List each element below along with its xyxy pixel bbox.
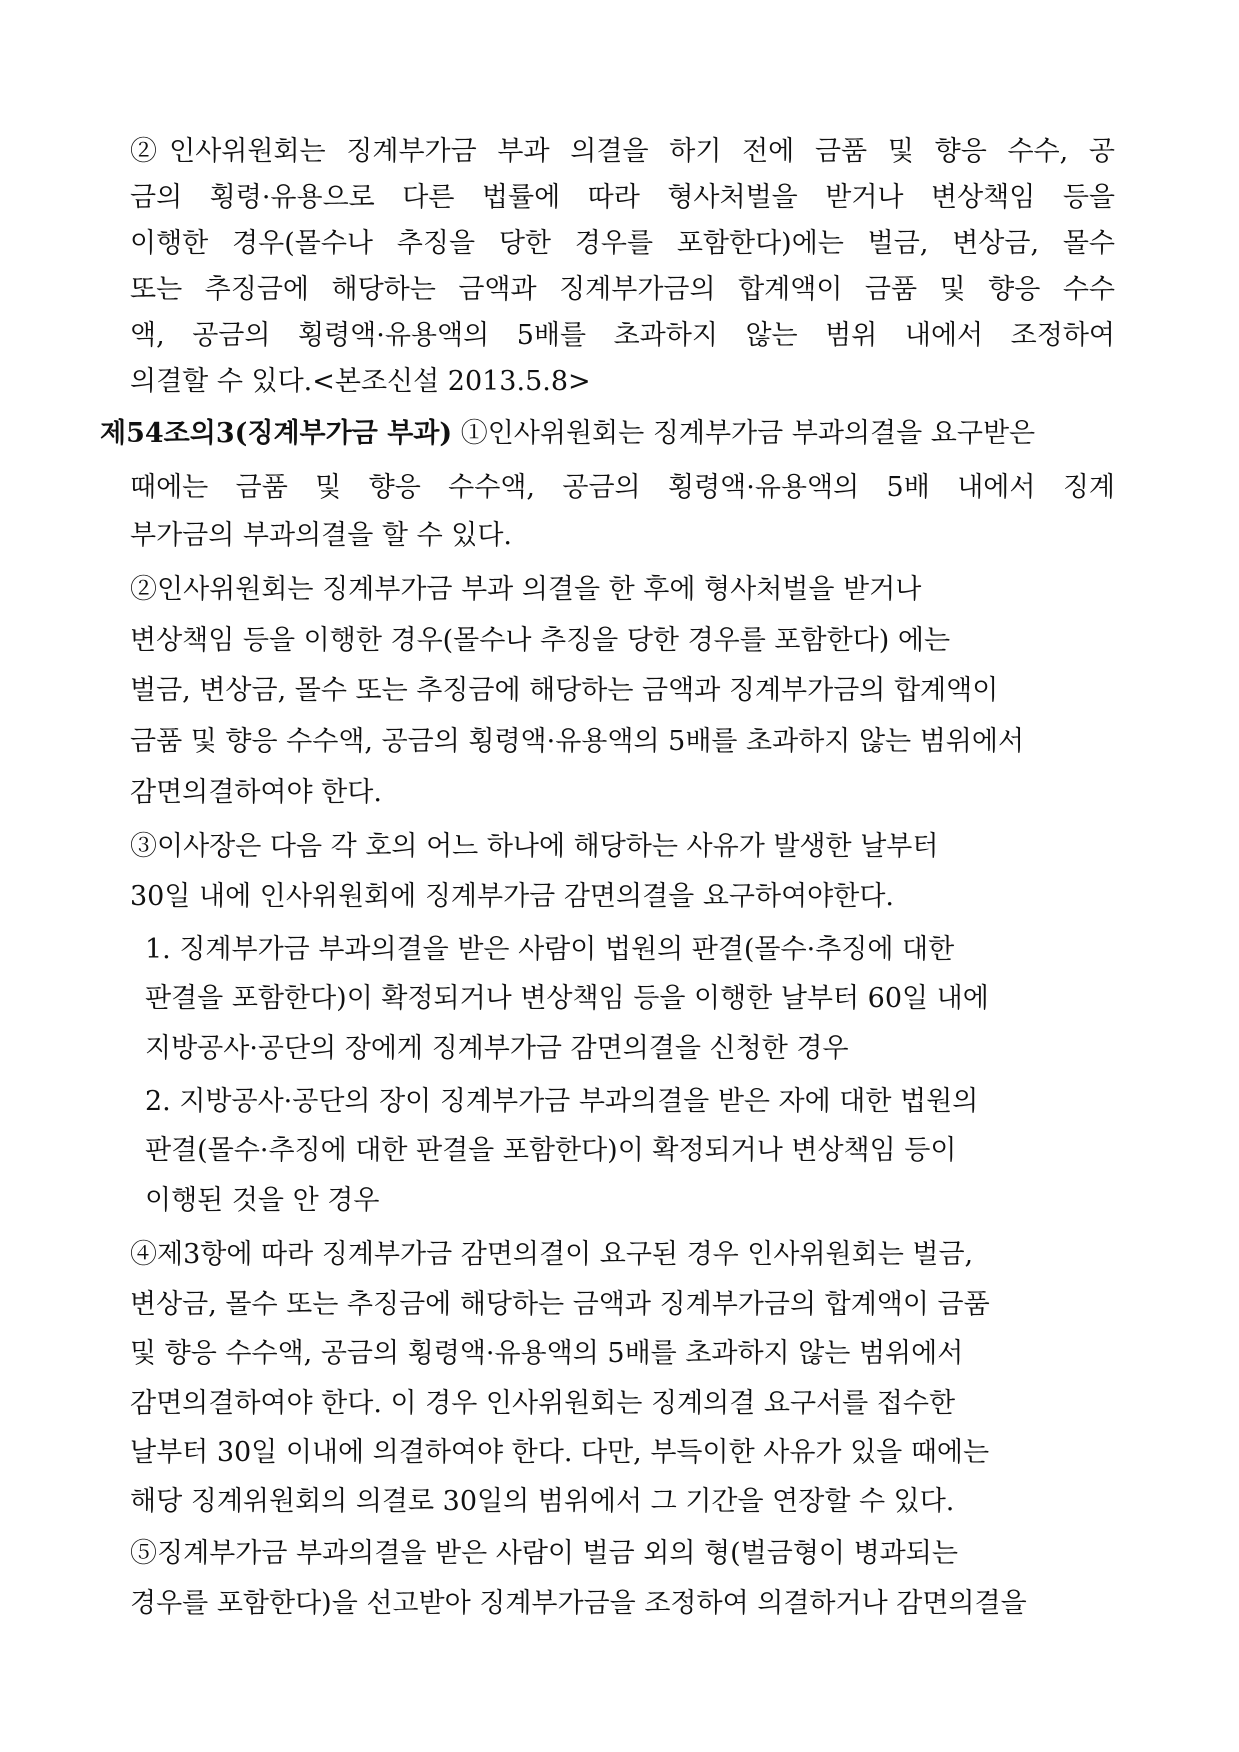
- text-line: ①인사위원회는 징계부가금 부과의결을 요구받은: [452, 418, 1036, 449]
- text-line: ④제3항에 따라 징계부가금 감면의결이 요구된 경우 인사위원회는 벌금,: [130, 1239, 974, 1270]
- list-item-line: 이행된 것을 안 경우: [145, 1185, 380, 1216]
- text-line: 금품 및 향응 수수액, 공금의 횡령액·유용액의 5배를 초과하지 않는 범위에서: [130, 726, 1025, 757]
- text-line: ②인사위원회는 징계부가금 부과 의결을 하기 전에 금품 및 향응 수수, 공: [130, 136, 1115, 167]
- text-line: 변상금, 몰수 또는 추징금에 해당하는 금액과 징계부가금의 합계액이 금품: [130, 1289, 990, 1320]
- list-item-line: 2. 지방공사·공단의 장이 징계부가금 부과의결을 받은 자에 대한 법원의: [145, 1086, 979, 1117]
- text-line: 때에는 금품 및 향응 수수액, 공금의 횡령액·유용액의 5배 내에서 징계: [130, 472, 1115, 503]
- text-line: 감면의결하여야 한다. 이 경우 인사위원회는 징계의결 요구서를 접수한: [130, 1388, 956, 1419]
- text-line: 감면의결하여야 한다.: [130, 777, 382, 808]
- text-line: 부가금의 부과의결을 할 수 있다.: [130, 520, 512, 551]
- text-line: 액, 공금의 횡령액·유용액의 5배를 초과하지 않는 범위 내에서 조정하여: [130, 320, 1115, 351]
- list-item-line: 지방공사·공단의 장에게 징계부가금 감면의결을 신청한 경우: [145, 1033, 849, 1064]
- text-line: ②인사위원회는 징계부가금 부과 의결을 한 후에 형사처벌을 받거나: [130, 574, 922, 605]
- text-line: 해당 징계위원회의 의결로 30일의 범위에서 그 기간을 연장할 수 있다.: [130, 1486, 955, 1517]
- article-heading-line: [100, 417, 1095, 451]
- list-item-line: 판결을 포함한다)이 확정되거나 변상책임 등을 이행한 날부터 60일 내에: [145, 983, 989, 1014]
- article-title: 제54조의3(징계부가금 부과): [100, 418, 453, 449]
- text-line: ③이사장은 다음 각 호의 어느 하나에 해당하는 사유가 발생한 날부터: [130, 831, 939, 862]
- text-line: 변상책임 등을 이행한 경우(몰수나 추징을 당한 경우를 포함한다) 에는: [130, 625, 951, 656]
- list-item-line: 판결(몰수·추징에 대한 판결을 포함한다)이 확정되거나 변상책임 등이: [145, 1135, 957, 1166]
- text-line: 이행한 경우(몰수나 추징을 당한 경우를 포함한다)에는 벌금, 변상금, 몰수: [130, 228, 1115, 259]
- text-line: 날부터 30일 이내에 의결하여야 한다. 다만, 부득이한 사유가 있을 때에는: [130, 1437, 990, 1468]
- text-line: 또는 추징금에 해당하는 금액과 징계부가금의 합계액이 금품 및 향응 수수: [130, 274, 1115, 305]
- text-line: 벌금, 변상금, 몰수 또는 추징금에 해당하는 금액과 징계부가금의 합계액이: [130, 675, 999, 706]
- text-line: 금의 횡령·유용으로 다른 법률에 따라 형사처벌을 받거나 변상책임 등을: [130, 182, 1115, 213]
- list-item-line: 1. 징계부가금 부과의결을 받은 사람이 법원의 판결(몰수·추징에 대한: [145, 934, 955, 965]
- text-line: 경우를 포함한다)을 선고받아 징계부가금을 조정하여 의결하거나 감면의결을: [130, 1588, 1027, 1619]
- text-line: 및 향응 수수액, 공금의 횡령액·유용액의 5배를 초과하지 않는 범위에서: [130, 1338, 964, 1369]
- text-line: 30일 내에 인사위원회에 징계부가금 감면의결을 요구하여야한다.: [130, 881, 894, 912]
- text-line: ⑤징계부가금 부과의결을 받은 사람이 벌금 외의 형(벌금형이 병과되는: [130, 1538, 958, 1569]
- text-line: 의결할 수 있다.<본조신설 2013.5.8>: [130, 366, 591, 397]
